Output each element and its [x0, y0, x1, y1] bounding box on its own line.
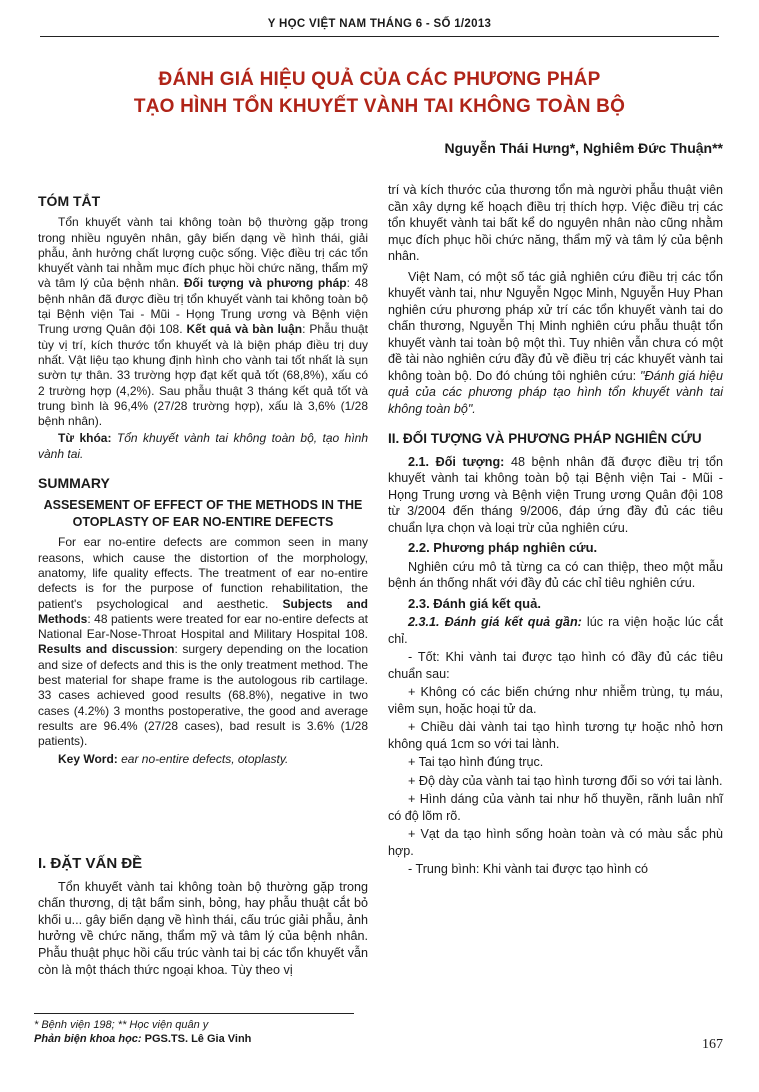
header-rule [40, 36, 719, 37]
authors: Nguyễn Thái Hưng*, Nghiêm Đức Thuận** [444, 140, 723, 156]
right-paragraph-1: trí và kích thước của thương tổn mà người phẫu thuật viên cần xây dựng kế hoạch điều trị thích hợp. Việc điều trị các tổn khuyết vành tai bất kể do nguyên nhân nào cũng nhằm mục đích phục hồi chức năng, thẩm mỹ và tâm lý của bệnh nhân. [388, 183, 723, 263]
s231-text: lúc ra viện hoặc lúc cắt chỉ. [388, 615, 723, 646]
section-2-3-heading: 2.3. Đánh giá kết quả. [408, 595, 541, 611]
tukhoa [38, 431, 368, 462]
reviewer-label: Phản biện khoa học: [34, 1033, 142, 1045]
s21-label: 2.1. Đối tượng: [408, 454, 505, 469]
criteria-item-2: + Chiều dài vành tai tạo hình tương tự hoặc nhỏ hơn không quá 1cm so với tai lành. [388, 720, 723, 751]
criteria-average: - Trung bình: Khi vành tai được tạo hình có [408, 862, 649, 876]
journal-header: Y HỌC VIỆT NAM THÁNG 6 - SỐ 1/2013 [267, 18, 492, 30]
section-2-heading: II. ĐỐI TƯỢNG VÀ PHƯƠNG PHÁP NGHIÊN CỨU [388, 431, 702, 446]
article-title [60, 66, 699, 120]
tomtat-heading: TÓM TẮT [38, 193, 101, 209]
summary-subtitle: ASSESEMENT OF EFFECT OF THE METHODS IN THE OTOPLASTY OF EAR NO-ENTIRE DEFECTS [43, 498, 363, 530]
tomtat-intro: Tổn khuyết vành tai không toàn bộ thường gặp trong trong nhiều nguyên nhân, gây biến dạng về hình thái, giải phẫu, ảnh hưởng chất lượng cuộc sống. Việc điều trị các tổn khuyết vành tai nhằm mục đích phục hồi chức năng, thẩm mỹ và tâm lý của bệnh nhân. [38, 215, 368, 291]
title-line-1: ĐÁNH GIÁ HIỆU QUẢ CỦA CÁC PHƯƠNG PHÁP [158, 69, 601, 90]
criteria-item-3: + Tai tạo hình đúng trục. [408, 755, 544, 769]
criteria-item-5: + Hình dáng của vành tai như hố thuyền, rãnh luân nhĩ có độ lõm rõ. [388, 792, 723, 823]
right-paragraph-2 [388, 269, 723, 418]
tukhoa-label: Từ khóa: [58, 431, 112, 446]
footnote-reviewer [34, 1032, 251, 1046]
study-title-quote: "Đánh giá hiệu quả của các phương pháp tạo hình tổn khuyết vành tai không toàn bộ". [388, 368, 723, 416]
doituong-label: Đối tượng và phương pháp [183, 276, 347, 291]
results-label: Results and discussion [38, 642, 175, 657]
doituong-text: : 48 bệnh nhân đã được điều trị tổn khuyết vành tai không toàn bộ tại Bệnh viện Tai - Mũi - Họng Trung ương và Bệnh viện Trung ương Quân đội 108. [38, 276, 368, 337]
section-2-2-text: Nghiên cứu mô tả từng ca có can thiệp, theo một mẫu bệnh án thống nhất với đầy đủ các chỉ tiêu nghiên cứu. [388, 559, 723, 590]
section-1 [38, 842, 368, 980]
criteria-good: - Tốt: Khi vành tai được tạo hình có đầy đủ các tiêu chuẩn sau: [388, 650, 723, 681]
keyword-text: ear no-entire defects, otoplasty. [117, 751, 289, 766]
right-column [388, 182, 723, 880]
page-number: 167 [702, 1037, 723, 1052]
results-text: : surgery depending on the location and size of defects and this is the only treatment method. The best material for shape frame is the autologous rib cartilage. 33 cases achieved good results (68.8%), negative in two cases (4.2%) 3 months postoperative, the good and average results are 96.4% (27/28 cases), bad result is 3.6% (1/28 patients). [38, 642, 368, 749]
ketqua-label: Kết quả và bàn luận [186, 322, 303, 337]
subjects-text: : 48 patients were treated for ear no-entire defects at National Ear-Nose-Throat Hospital and Military Hospital 108. [38, 611, 368, 642]
ketqua-text: : Phẫu thuật tùy vị trí, kích thước tổn khuyết và là biện pháp điều trị duy nhất. Vật liệu tạo khung định hình cho vành tai tốt nhất là sụn sườn tự thân. 33 trường hợp đạt kết quả tốt (68,8%), xấu có 2 trường hợp (4,2%). Sau phẫu thuật 3 tháng kết quả tốt và trung bình là 96,4% (27/28 trường hợp), xấu là 3,6% (1/28 bệnh nhân). [38, 322, 368, 429]
keyword [38, 752, 368, 767]
title-line-2: TẠO HÌNH TỔN KHUYẾT VÀNH TAI KHÔNG TOÀN BỘ [133, 96, 626, 117]
subjects-label: Subjects and Methods [38, 596, 368, 626]
s231-label: 2.3.1. Đánh giá kết quả gần: [408, 615, 582, 629]
left-column [38, 180, 368, 769]
tukhoa-text: Tổn khuyết vành tai không toàn bộ, tạo hình vành tai. [38, 431, 369, 461]
reviewer-name: PGS.TS. Lê Gia Vinh [141, 1033, 252, 1045]
footnote-affiliations: * Bệnh viện 198; ** Học viện quân y [34, 1019, 209, 1031]
criteria-item-4: + Độ dày của vành tai tạo hình tương đối so với tai lành. [408, 773, 723, 788]
section-2-2-heading: 2.2. Phương pháp nghiên cứu. [408, 540, 598, 555]
tomtat-paragraph [38, 215, 368, 429]
section-2-3-1 [388, 614, 723, 647]
section-2-1 [388, 454, 723, 537]
summary-paragraph [38, 535, 368, 749]
footnote-rule [34, 1013, 354, 1014]
criteria-item-6: + Vạt da tạo hình sống hoàn toàn và có màu sắc phù hợp. [388, 827, 723, 858]
summary-heading: SUMMARY [38, 475, 110, 492]
s21-text: 48 bệnh nhân đã được điều trị tổn khuyết vành tai không toàn bộ tại Bệnh viện Tai - Mũi - Họng Trung ương và Bệnh viện Trung ương Quân đội 108 từ 3/2004 đến tháng 9/2006, đáp ứng đầy đủ các tiêu chuẩn lựa chọn và loại trừ của nghiên cứu. [388, 454, 723, 535]
right-p2-text: Việt Nam, có một số tác giả nghiên cứu điều trị các tổn khuyết vành tai, như Nguyễn Ngọc Minh, Nguyễn Huy Phan nghiên cứu phương pháp xử trí các tổn khuyết vành tai do chấn thương, Nguyễn Thị Minh nghiên cứu phẫu thuật tổn khuyết vành tai toàn bộ một thì. Tuy nhiên vẫn chưa có một đề tài nào nghiên cứu đầy đủ về điều trị các khuyết vành tai không toàn bộ. Do đó chúng tôi nghiên cứu: [388, 269, 723, 383]
summary-intro: For ear no-entire defects are common seen in many reasons, which cause the distortion of the morphology, anatomy, life quality effects. The treatment of ear no-entire defects is for the purpose of function rehabilitation, the patient's psychological and aesthetic. [38, 535, 368, 611]
section-1-paragraph: Tổn khuyết vành tai không toàn bộ thường gặp trong chấn thương, dị tật bẩm sinh, bỏng, hay phẫu thuật cắt bỏ khối u... gây biến dạng về hình thái, cấu trúc giải phẫu, ảnh hưởng về chức năng, thẩm mỹ và tâm lý của bệnh nhân. Phẫu thuật phục hồi cấu trúc vành tai bị các tổn khuyết vẫn còn là một thách thức ngoại khoa. Tùy theo vị [38, 879, 368, 977]
section-1-heading: I. ĐẶT VẤN ĐỀ [38, 855, 143, 872]
keyword-label: Key Word: [58, 751, 118, 766]
footnote [34, 1018, 251, 1046]
criteria-item-1: + Không có các biến chứng như nhiễm trùng, tụ máu, viêm sụn, hoặc hoại tử da. [388, 685, 723, 716]
